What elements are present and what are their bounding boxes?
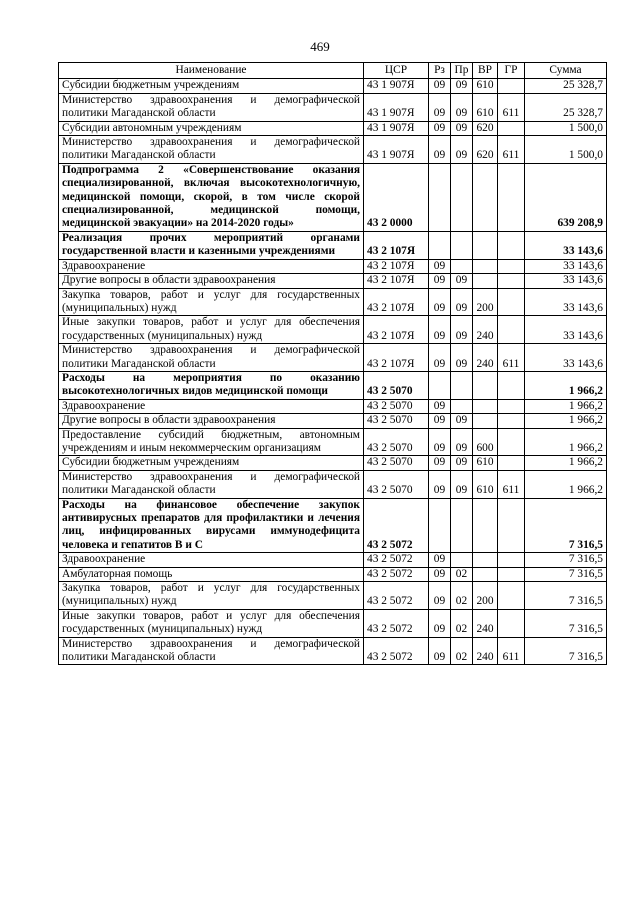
table-row [59, 121, 607, 135]
cell-sum: 7 316,5 [525, 553, 607, 567]
cell-vr [473, 231, 498, 259]
header-name: Наименование [59, 63, 364, 79]
cell-vr: 240 [473, 637, 498, 665]
table-row [59, 567, 607, 581]
cell-rz [429, 231, 451, 259]
cell-name: Министерство здравоохранения и демографической политики Магаданской области [59, 93, 364, 121]
cell-rz: 09 [429, 637, 451, 665]
cell-gr [498, 121, 525, 135]
table-row [59, 399, 607, 413]
cell-rz: 09 [429, 121, 451, 135]
cell-gr [498, 609, 525, 637]
cell-csr: 43 2 5070 [364, 399, 429, 413]
cell-rz: 09 [429, 428, 451, 456]
cell-csr: 43 2 5072 [364, 567, 429, 581]
cell-name: Иные закупки товаров, работ и услуг для обеспечения государственных (муниципальных) нужд [59, 316, 364, 344]
cell-pr [451, 163, 473, 231]
header-rz: Рз [429, 63, 451, 79]
cell-rz: 09 [429, 414, 451, 428]
cell-vr [473, 163, 498, 231]
table-row [59, 470, 607, 498]
cell-sum: 7 316,5 [525, 498, 607, 553]
table-header-row [59, 63, 607, 79]
cell-csr: 43 1 907Я [364, 121, 429, 135]
cell-sum: 33 143,6 [525, 316, 607, 344]
cell-name: Иные закупки товаров, работ и услуг для обеспечения государственных (муниципальных) нужд [59, 609, 364, 637]
table-row [59, 553, 607, 567]
cell-vr: 610 [473, 79, 498, 93]
cell-sum: 1 500,0 [525, 136, 607, 164]
table-row [59, 274, 607, 288]
cell-pr: 09 [451, 456, 473, 470]
cell-sum: 1 966,2 [525, 456, 607, 470]
cell-gr [498, 163, 525, 231]
table-row [59, 498, 607, 553]
cell-pr: 09 [451, 121, 473, 135]
cell-pr: 09 [451, 414, 473, 428]
cell-sum: 7 316,5 [525, 637, 607, 665]
cell-vr: 200 [473, 288, 498, 316]
cell-csr: 43 2 107Я [364, 259, 429, 273]
cell-rz [429, 163, 451, 231]
cell-vr [473, 259, 498, 273]
cell-sum: 1 966,2 [525, 371, 607, 399]
cell-name: Подпрограмма 2 «Совершенствование оказания специализированной, включая высокотехнологичную, медицинской помощи, скорой, в том числе скорой специализированной, медицинской помощи, медицинской эвакуации» на 2014-2020 годы» [59, 163, 364, 231]
cell-name: Министерство здравоохранения и демографической политики Магаданской области [59, 344, 364, 372]
header-vr: ВР [473, 63, 498, 79]
cell-sum: 7 316,5 [525, 582, 607, 610]
cell-sum: 33 143,6 [525, 288, 607, 316]
cell-pr: 09 [451, 316, 473, 344]
table-row [59, 163, 607, 231]
cell-csr: 43 2 5072 [364, 498, 429, 553]
cell-pr: 09 [451, 136, 473, 164]
cell-csr: 43 2 5070 [364, 456, 429, 470]
cell-name: Другие вопросы в области здравоохранения [59, 414, 364, 428]
cell-pr [451, 553, 473, 567]
cell-gr [498, 414, 525, 428]
cell-name: Предоставление субсидий бюджетным, автономным учреждениям и иным некоммерческим организациям [59, 428, 364, 456]
cell-sum: 1 966,2 [525, 428, 607, 456]
cell-gr [498, 567, 525, 581]
cell-pr [451, 498, 473, 553]
cell-sum: 33 143,6 [525, 259, 607, 273]
cell-rz: 09 [429, 274, 451, 288]
cell-gr [498, 371, 525, 399]
cell-rz: 09 [429, 582, 451, 610]
header-gr: ГР [498, 63, 525, 79]
table-row [59, 456, 607, 470]
cell-sum: 1 500,0 [525, 121, 607, 135]
cell-name: Расходы на финансовое обеспечение закупок антивирусных препаратов для профилактики и лечения лиц, инфицированных вирусами иммунодефицита человека и гепатитов В и С [59, 498, 364, 553]
cell-pr: 02 [451, 582, 473, 610]
cell-vr [473, 371, 498, 399]
cell-vr [473, 399, 498, 413]
table-row [59, 344, 607, 372]
cell-csr: 43 2 107Я [364, 288, 429, 316]
cell-gr [498, 399, 525, 413]
cell-rz: 09 [429, 609, 451, 637]
cell-gr [498, 288, 525, 316]
cell-pr: 02 [451, 637, 473, 665]
cell-sum: 639 208,9 [525, 163, 607, 231]
cell-csr: 43 2 107Я [364, 316, 429, 344]
cell-name: Министерство здравоохранения и демографической политики Магаданской области [59, 136, 364, 164]
cell-vr: 620 [473, 121, 498, 135]
cell-sum: 7 316,5 [525, 609, 607, 637]
cell-csr: 43 2 5070 [364, 428, 429, 456]
cell-rz: 09 [429, 470, 451, 498]
table-row [59, 136, 607, 164]
cell-pr [451, 231, 473, 259]
header-csr: ЦСР [364, 63, 429, 79]
cell-pr: 09 [451, 93, 473, 121]
cell-csr: 43 2 5072 [364, 637, 429, 665]
cell-gr: 611 [498, 470, 525, 498]
cell-vr: 240 [473, 609, 498, 637]
cell-pr: 09 [451, 344, 473, 372]
cell-csr: 43 2 0000 [364, 163, 429, 231]
cell-name: Субсидии бюджетным учреждениям [59, 456, 364, 470]
cell-vr: 240 [473, 316, 498, 344]
cell-rz: 09 [429, 93, 451, 121]
cell-gr [498, 498, 525, 553]
cell-gr [498, 582, 525, 610]
cell-name: Министерство здравоохранения и демографической политики Магаданской области [59, 637, 364, 665]
cell-sum: 25 328,7 [525, 93, 607, 121]
cell-gr: 611 [498, 136, 525, 164]
cell-pr [451, 371, 473, 399]
table-row [59, 288, 607, 316]
cell-gr [498, 274, 525, 288]
cell-rz: 09 [429, 136, 451, 164]
cell-name: Министерство здравоохранения и демографической политики Магаданской области [59, 470, 364, 498]
header-pr: Пр [451, 63, 473, 79]
cell-vr: 610 [473, 470, 498, 498]
cell-rz: 09 [429, 344, 451, 372]
cell-pr: 09 [451, 288, 473, 316]
cell-sum: 33 143,6 [525, 231, 607, 259]
budget-table [58, 62, 607, 665]
cell-name: Закупка товаров, работ и услуг для государственных (муниципальных) нужд [59, 288, 364, 316]
cell-name: Здравоохранение [59, 259, 364, 273]
cell-gr [498, 79, 525, 93]
cell-name: Здравоохранение [59, 553, 364, 567]
cell-rz: 09 [429, 553, 451, 567]
cell-vr: 610 [473, 93, 498, 121]
cell-pr [451, 399, 473, 413]
cell-rz: 09 [429, 316, 451, 344]
cell-name: Амбулаторная помощь [59, 567, 364, 581]
cell-csr: 43 2 5070 [364, 470, 429, 498]
cell-gr [498, 231, 525, 259]
cell-csr: 43 1 907Я [364, 93, 429, 121]
cell-name: Другие вопросы в области здравоохранения [59, 274, 364, 288]
table-row [59, 316, 607, 344]
table-row [59, 259, 607, 273]
table-row [59, 582, 607, 610]
cell-csr: 43 2 107Я [364, 231, 429, 259]
cell-name: Здравоохранение [59, 399, 364, 413]
page-number: 469 [310, 39, 330, 54]
cell-pr: 02 [451, 567, 473, 581]
table-row [59, 637, 607, 665]
cell-vr: 600 [473, 428, 498, 456]
cell-gr: 611 [498, 93, 525, 121]
cell-name: Субсидии бюджетным учреждениям [59, 79, 364, 93]
cell-pr: 09 [451, 79, 473, 93]
cell-gr [498, 428, 525, 456]
cell-rz: 09 [429, 456, 451, 470]
cell-name: Реализация прочих мероприятий органами государственной власти и казенными учреждениями [59, 231, 364, 259]
cell-sum: 25 328,7 [525, 79, 607, 93]
cell-sum: 1 966,2 [525, 399, 607, 413]
cell-gr: 611 [498, 344, 525, 372]
cell-csr: 43 2 5072 [364, 609, 429, 637]
table-row [59, 414, 607, 428]
cell-gr [498, 456, 525, 470]
cell-vr [473, 567, 498, 581]
cell-rz: 09 [429, 79, 451, 93]
cell-vr: 200 [473, 582, 498, 610]
table-row [59, 428, 607, 456]
cell-rz: 09 [429, 288, 451, 316]
cell-name: Закупка товаров, работ и услуг для государственных (муниципальных) нужд [59, 582, 364, 610]
cell-vr: 620 [473, 136, 498, 164]
cell-gr: 611 [498, 637, 525, 665]
cell-csr: 43 2 107Я [364, 274, 429, 288]
table-row [59, 371, 607, 399]
cell-vr: 610 [473, 456, 498, 470]
cell-pr: 09 [451, 274, 473, 288]
header-sum: Сумма [525, 63, 607, 79]
cell-csr: 43 1 907Я [364, 136, 429, 164]
cell-csr: 43 2 5070 [364, 414, 429, 428]
table-row [59, 609, 607, 637]
cell-name: Расходы на мероприятия по оказанию высокотехнологичных видов медицинской помощи [59, 371, 364, 399]
cell-gr [498, 259, 525, 273]
cell-csr: 43 2 107Я [364, 344, 429, 372]
cell-csr: 43 1 907Я [364, 79, 429, 93]
cell-pr: 09 [451, 428, 473, 456]
cell-rz: 09 [429, 399, 451, 413]
cell-vr [473, 553, 498, 567]
cell-pr [451, 259, 473, 273]
cell-rz [429, 371, 451, 399]
cell-rz: 09 [429, 259, 451, 273]
cell-sum: 1 966,2 [525, 414, 607, 428]
table-row [59, 79, 607, 93]
cell-vr [473, 414, 498, 428]
cell-rz: 09 [429, 567, 451, 581]
table-row [59, 93, 607, 121]
cell-vr: 240 [473, 344, 498, 372]
cell-sum: 1 966,2 [525, 470, 607, 498]
cell-vr [473, 274, 498, 288]
cell-sum: 33 143,6 [525, 344, 607, 372]
cell-gr [498, 553, 525, 567]
table-row [59, 231, 607, 259]
cell-vr [473, 498, 498, 553]
cell-csr: 43 2 5070 [364, 371, 429, 399]
cell-gr [498, 316, 525, 344]
cell-pr: 02 [451, 609, 473, 637]
cell-csr: 43 2 5072 [364, 553, 429, 567]
cell-sum: 33 143,6 [525, 274, 607, 288]
cell-sum: 7 316,5 [525, 567, 607, 581]
cell-name: Субсидии автономным учреждениям [59, 121, 364, 135]
cell-pr: 09 [451, 470, 473, 498]
cell-rz [429, 498, 451, 553]
cell-csr: 43 2 5072 [364, 582, 429, 610]
